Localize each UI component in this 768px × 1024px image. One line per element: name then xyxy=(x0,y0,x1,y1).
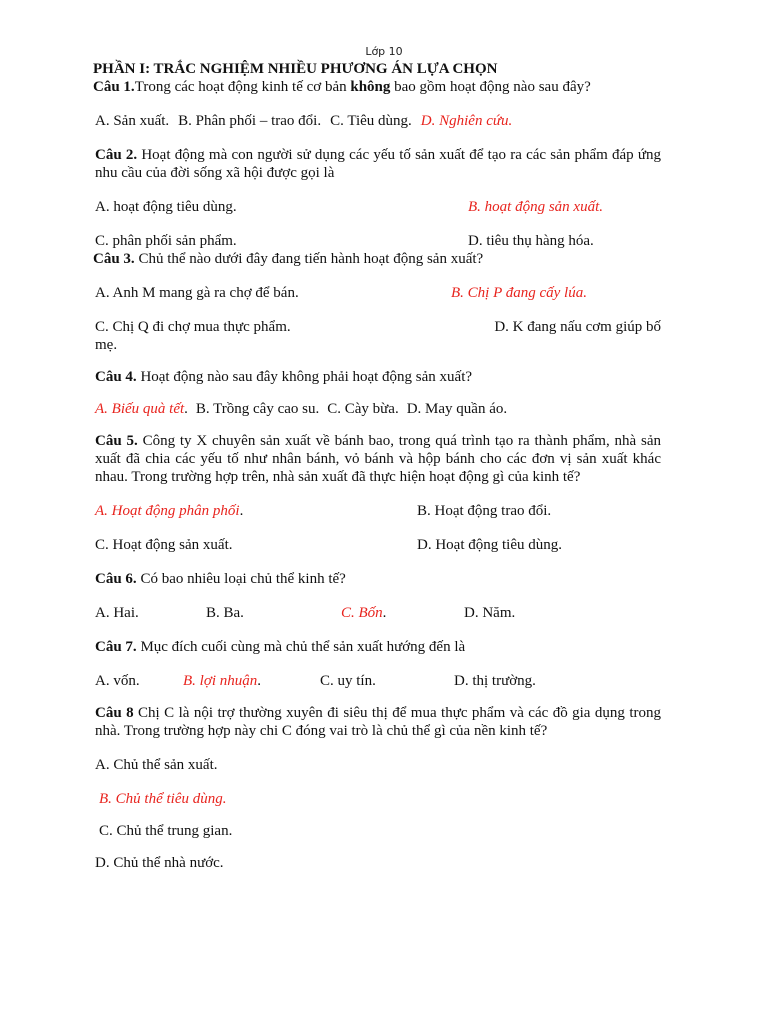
q2-option-d: D. tiêu thụ hàng hóa. xyxy=(468,233,594,249)
q6-option-c-correct: C. Bốn xyxy=(341,605,383,621)
q3-option-d: D. K đang nấu cơm giúp bố xyxy=(494,319,661,335)
q4-option-a-period: . xyxy=(184,401,188,417)
q6-option-c-wrapper xyxy=(341,604,464,622)
q5-option-d: D. Hoạt động tiêu dùng. xyxy=(417,537,562,553)
q4-option-a-correct: A. Biếu quà tết xyxy=(95,401,185,417)
question-5-options-row2 xyxy=(95,536,661,554)
question-5-text: Công ty X chuyên sản xuất về bánh bao, trong quá trình tạo ra thành phẩm, nhà sản xuất đã chia các yếu tố như nhân bánh, vỏ bánh và hộp bánh cho các đơn vị sản xuất khác nhau. Trong trường hợp trên, nhà sản xuất đã thực hiện hoạt động gì của kinh tế? xyxy=(95,433,661,485)
q5-option-a-correct: A. Hoạt động phân phối xyxy=(95,503,240,519)
q2-option-c: C. phân phối sản phẩm. xyxy=(95,233,237,249)
question-4 xyxy=(95,368,661,386)
question-1-label: Câu 1. xyxy=(93,79,135,95)
q8-option-b-correct: B. Chủ thể tiêu dùng. xyxy=(99,791,227,807)
question-2-options-row2 xyxy=(95,232,661,250)
question-6-options xyxy=(95,604,661,622)
question-6 xyxy=(95,570,661,588)
q8-option-a: A. Chủ thể sản xuất. xyxy=(95,757,218,773)
question-3-label: Câu 3. xyxy=(93,251,135,267)
q3-option-c: C. Chị Q đi chợ mua thực phẩm. xyxy=(95,319,291,335)
q7-option-c: C. uy tín. xyxy=(320,673,376,689)
q4-option-b: B. Trồng cây cao su. xyxy=(195,401,320,417)
question-3-text: Chủ thể nào dưới đây đang tiến hành hoạt động sản xuất? xyxy=(134,251,484,267)
question-4-label: Câu 4. xyxy=(95,369,137,385)
question-2 xyxy=(95,146,661,182)
q1-option-c: C. Tiêu dùng. xyxy=(330,113,412,129)
page-header: Lớp 10 xyxy=(365,45,403,58)
question-4-options xyxy=(95,400,661,418)
question-3-options-row1 xyxy=(95,284,661,302)
q6-option-a: A. Hai. xyxy=(95,605,139,621)
q7-option-b-correct: B. lợi nhuận xyxy=(183,673,258,689)
q7-option-b-period: . xyxy=(257,673,262,689)
question-3 xyxy=(93,250,661,268)
question-1 xyxy=(93,78,661,96)
question-7-label: Câu 7. xyxy=(95,639,137,655)
q1-option-d-correct: D. Nghiên cứu. xyxy=(420,113,513,129)
q5-option-a-wrapper xyxy=(95,502,417,520)
question-2-options-row1 xyxy=(95,198,661,216)
section-title: PHẦN I: TRẮC NGHIỆM NHIỀU PHƯƠNG ÁN LỰA CHỌN xyxy=(93,61,498,77)
question-1-text-after: bao gồm hoạt động nào sau đây? xyxy=(390,79,591,95)
q5-option-c: C. Hoạt động sản xuất. xyxy=(95,537,233,553)
q8-option-c: C. Chủ thể trung gian. xyxy=(99,823,233,839)
question-1-text-before: Trong các hoạt động kinh tế cơ bản xyxy=(134,79,351,95)
question-1-emphasis: không xyxy=(350,79,391,95)
q1-option-b: B. Phân phối – trao đổi. xyxy=(178,113,322,129)
question-7 xyxy=(95,638,661,656)
question-6-label: Câu 6. xyxy=(95,571,137,587)
quiz-content xyxy=(95,60,661,872)
question-4-text: Hoạt động nào sau đây không phải hoạt động sản xuất? xyxy=(136,369,473,385)
q7-option-b-wrapper xyxy=(183,672,320,690)
question-6-text: Có bao nhiêu loại chủ thể kinh tế? xyxy=(136,571,346,587)
q6-option-d: D. Năm. xyxy=(464,605,516,621)
q5-option-b: B. Hoạt động trao đổi. xyxy=(417,503,552,519)
q7-option-a: A. vốn. xyxy=(95,673,140,689)
q6-option-b: B. Ba. xyxy=(206,605,244,621)
question-3-options-row2 xyxy=(95,318,661,336)
question-1-options xyxy=(95,112,661,130)
q6-option-c-period: . xyxy=(382,605,387,621)
question-7-text: Mục đích cuối cùng mà chủ thể sản xuất hướng đến là xyxy=(136,639,466,655)
q8-option-d: D. Chủ thể nhà nước. xyxy=(95,855,224,871)
question-5-options-row1 xyxy=(95,502,661,520)
question-2-text: Hoạt động mà con người sử dụng các yếu tố sản xuất để tạo ra các sản phẩm đáp ứng nhu cầu của đời sống xã hội được gọi là xyxy=(95,147,661,181)
q1-option-a: A. Sản xuất. xyxy=(95,113,170,129)
question-8-text: Chị C là nội trợ thường xuyên đi siêu thị để mua thực phẩm và các đồ gia dụng trong nhà. Trong trường hợp này chi C đóng vai trò là chủ thể gì của nền kinh tế? xyxy=(95,705,661,739)
q4-option-a-wrapper xyxy=(95,400,188,418)
question-7-options xyxy=(95,672,661,690)
q3-option-b-correct: B. Chị P đang cấy lúa. xyxy=(451,285,587,301)
q4-option-c: C. Cày bừa. xyxy=(327,401,399,417)
question-5-label: Câu 5. xyxy=(95,433,138,449)
q3-option-a: A. Anh M mang gà ra chợ để bán. xyxy=(95,285,299,301)
q2-option-a: A. hoạt động tiêu dùng. xyxy=(95,199,237,215)
q2-option-b-correct: B. hoạt động sản xuất. xyxy=(468,199,603,215)
question-2-label: Câu 2. xyxy=(95,147,138,163)
q3-option-d-continued: mẹ. xyxy=(95,337,118,353)
question-8 xyxy=(95,704,661,740)
q4-option-d: D. May quần áo. xyxy=(406,401,508,417)
question-5 xyxy=(95,432,661,486)
q5-option-a-period: . xyxy=(239,503,244,519)
q7-option-d: D. thị trường. xyxy=(454,673,536,689)
question-8-label: Câu 8 xyxy=(95,705,134,721)
